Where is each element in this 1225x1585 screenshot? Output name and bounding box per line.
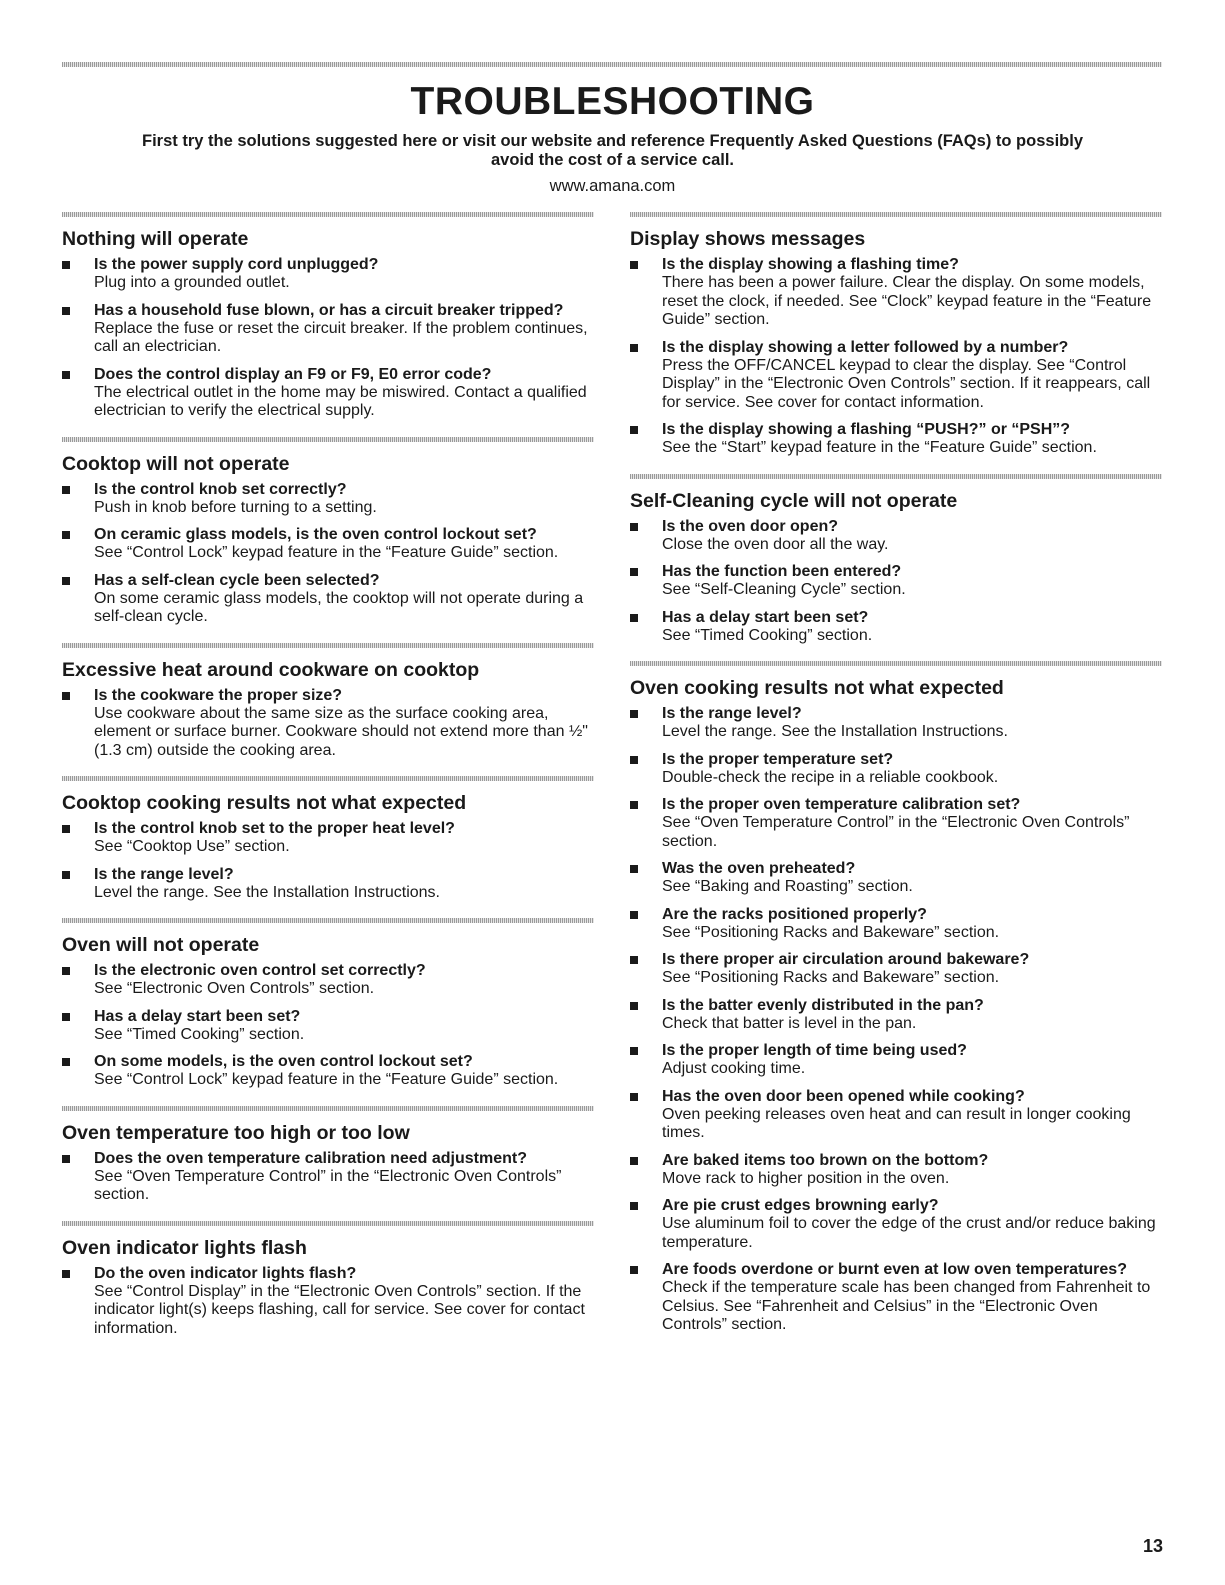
faq-item <box>630 860 1162 897</box>
square-bullet-icon <box>630 523 638 531</box>
faq-question: Is the power supply cord unplugged? <box>94 256 379 273</box>
section-divider <box>62 212 594 217</box>
faq-item <box>630 1152 1162 1189</box>
faq-question: Is the cookware the proper size? <box>94 686 343 704</box>
faq-item <box>630 518 1162 555</box>
faq-item <box>630 256 1162 330</box>
faq-question: Is the display showing a letter followed by a number? <box>662 338 1069 356</box>
section-divider <box>62 437 594 442</box>
faq-question: Is the range level? <box>94 865 234 883</box>
faq-item <box>62 481 594 518</box>
faq-answer: On some ceramic glass models, the cooktop will not operate during a self-clean cycle. <box>94 589 584 625</box>
faq-answer: Adjust cooking time. <box>662 1060 806 1077</box>
square-bullet-icon <box>630 614 638 622</box>
troubleshooting-section <box>630 661 1162 1351</box>
faq-item <box>62 866 594 903</box>
website-link[interactable]: www.amana.com <box>549 177 676 195</box>
square-bullet-icon <box>630 911 638 919</box>
top-divider <box>62 62 1162 67</box>
section-divider <box>630 474 1162 479</box>
faq-answer: See “Positioning Racks and Bakeware” section. <box>662 923 1000 941</box>
square-bullet-icon <box>62 967 70 975</box>
left-column <box>62 212 594 1354</box>
faq-item <box>62 256 594 293</box>
faq-question: Do the oven indicator lights flash? <box>94 1264 357 1282</box>
faq-answer: See “Electronic Oven Controls” section. <box>94 980 375 997</box>
section-title: Oven cooking results not what expected <box>630 677 1004 699</box>
faq-question: Is the proper length of time being used? <box>662 1042 967 1059</box>
section-title: Display shows messages <box>630 228 866 250</box>
square-bullet-icon <box>62 307 70 315</box>
section-title: Cooktop cooking results not what expected <box>62 792 467 814</box>
faq-item <box>630 1042 1162 1079</box>
section-title: Self-Cleaning cycle will not operate <box>630 489 958 512</box>
faq-answer: Oven peeking releases oven heat and can result in longer cooking times. <box>662 1105 1131 1141</box>
faq-question: Has the function been entered? <box>662 563 902 580</box>
section-divider <box>62 1106 594 1111</box>
square-bullet-icon <box>62 871 70 879</box>
faq-item <box>62 962 594 999</box>
faq-question: Is the display showing a flashing “PUSH?” or “PSH”? <box>662 421 1071 438</box>
faq-question: Are baked items too brown on the bottom? <box>662 1151 989 1169</box>
faq-question: Has a delay start been set? <box>662 608 869 626</box>
square-bullet-icon <box>630 568 638 576</box>
faq-item <box>630 997 1162 1034</box>
faq-item <box>62 366 594 421</box>
square-bullet-icon <box>630 1047 638 1055</box>
faq-answer: See “Control Lock” keypad feature in the “Feature Guide” section. <box>94 544 559 561</box>
faq-question: Was the oven preheated? <box>662 860 856 877</box>
faq-item <box>630 609 1162 646</box>
section-title: Oven temperature too high or too low <box>62 1121 410 1144</box>
section-divider <box>62 643 594 648</box>
faq-answer: Level the range. See the Installation Instructions. <box>94 883 440 901</box>
faq-answer: See the “Start” keypad feature in the “Feature Guide” section. <box>662 439 1097 456</box>
faq-answer: Double-check the recipe in a reliable cookbook. <box>662 768 999 786</box>
faq-answer: See “Oven Temperature Control” in the “Electronic Oven Controls” section. <box>94 1167 562 1203</box>
faq-answer: Plug into a grounded outlet. <box>94 274 290 291</box>
troubleshooting-section <box>62 1221 594 1355</box>
square-bullet-icon <box>62 531 70 539</box>
troubleshooting-section <box>62 776 594 918</box>
faq-item <box>62 1053 594 1090</box>
square-bullet-icon <box>62 486 70 494</box>
square-bullet-icon <box>630 710 638 718</box>
faq-question: On ceramic glass models, is the oven control lockout set? <box>94 526 537 543</box>
square-bullet-icon <box>630 801 638 809</box>
square-bullet-icon <box>630 1202 638 1210</box>
faq-answer: See “Control Display” in the “Electronic Oven Controls” section. If the indicator light(s) keeps flashing, call for service. See cover for contact information. <box>94 1282 585 1337</box>
faq-question: Are pie crust edges browning early? <box>662 1197 939 1214</box>
square-bullet-icon <box>62 1013 70 1021</box>
faq-item <box>630 421 1162 458</box>
faq-item <box>62 572 594 627</box>
faq-item <box>630 1088 1162 1143</box>
faq-question: Is the electronic oven control set correctly? <box>94 962 426 979</box>
square-bullet-icon <box>62 692 70 700</box>
faq-answer: The electrical outlet in the home may be miswired. Contact a qualified electrician to verify the electrical supply. <box>94 383 587 419</box>
square-bullet-icon <box>630 956 638 964</box>
faq-question: Has the oven door been opened while cooking? <box>662 1087 1025 1105</box>
square-bullet-icon <box>630 1266 638 1274</box>
faq-answer: See “Cooktop Use” section. <box>94 838 290 855</box>
faq-item <box>630 951 1162 988</box>
section-divider <box>62 776 594 781</box>
section-divider <box>630 661 1162 666</box>
troubleshooting-section <box>630 212 1162 474</box>
troubleshooting-section <box>62 643 594 777</box>
square-bullet-icon <box>62 1270 70 1278</box>
section-title: Excessive heat around cookware on cooktop <box>62 658 480 681</box>
faq-item <box>630 339 1162 413</box>
square-bullet-icon <box>630 865 638 873</box>
faq-question: Has a self-clean cycle been selected? <box>94 571 380 589</box>
troubleshooting-section <box>630 474 1162 662</box>
section-title: Cooktop will not operate <box>62 452 290 475</box>
faq-answer: Check that batter is level in the pan. <box>662 1014 917 1032</box>
faq-question: Is the oven door open? <box>662 517 839 535</box>
square-bullet-icon <box>62 577 70 585</box>
troubleshooting-section <box>62 212 594 437</box>
square-bullet-icon <box>62 371 70 379</box>
faq-item <box>630 1261 1162 1335</box>
faq-answer: Level the range. See the Installation Instructions. <box>662 723 1008 740</box>
faq-question: Is there proper air circulation around bakeware? <box>662 951 1030 968</box>
section-title: Nothing will operate <box>62 228 249 250</box>
faq-item <box>630 796 1162 851</box>
square-bullet-icon <box>630 344 638 352</box>
faq-question: Has a household fuse blown, or has a circuit breaker tripped? <box>94 301 564 319</box>
faq-answer: Push in knob before turning to a setting. <box>94 498 377 516</box>
square-bullet-icon <box>630 1002 638 1010</box>
faq-answer: Move rack to higher position in the oven. <box>662 1169 950 1187</box>
faq-answer: There has been a power failure. Clear the display. On some models, reset the clock, if needed. See “Clock” keypad feature in the “Feature Guide” section. <box>662 274 1152 328</box>
faq-question: Is the batter evenly distributed in the pan? <box>662 996 984 1014</box>
faq-question: Is the proper oven temperature calibration set? <box>662 796 1021 813</box>
square-bullet-icon <box>62 825 70 833</box>
faq-item <box>62 1150 594 1205</box>
faq-question: Does the control display an F9 or F9, E0 error code? <box>94 365 492 383</box>
square-bullet-icon <box>62 261 70 269</box>
faq-answer: Use cookware about the same size as the surface cooking area, element or surface burner. Cookware should not extend more than ½" (1.3 cm) outside the cooking area. <box>94 704 588 759</box>
faq-item <box>630 1197 1162 1252</box>
square-bullet-icon <box>630 756 638 764</box>
faq-answer: Check if the temperature scale has been changed from Fahrenheit to Celsius. See “Fahrenheit and Celsius” in the “Electronic Oven Controls” section. <box>662 1279 1151 1333</box>
faq-answer: See “Timed Cooking” section. <box>662 626 873 644</box>
faq-item <box>62 1008 594 1045</box>
faq-item <box>62 1265 594 1339</box>
faq-item <box>630 906 1162 943</box>
faq-item <box>630 563 1162 600</box>
faq-answer: See “Self-Cleaning Cycle” section. <box>662 581 906 598</box>
faq-answer: See “Baking and Roasting” section. <box>662 878 913 895</box>
faq-question: Are foods overdone or burnt even at low oven temperatures? <box>662 1261 1127 1278</box>
faq-question: Has a delay start been set? <box>94 1007 301 1025</box>
page-subtitle: First try the solutions suggested here or visit our website and reference Frequently Asked Questions (FAQs) to possibly avoid the cost of a service call. <box>141 132 1083 169</box>
square-bullet-icon <box>62 1155 70 1163</box>
faq-item <box>630 751 1162 788</box>
faq-question: On some models, is the oven control lockout set? <box>94 1053 473 1070</box>
page-title: TROUBLESHOOTING <box>410 80 815 123</box>
section-divider <box>62 1221 594 1226</box>
square-bullet-icon <box>62 1058 70 1066</box>
page-number: 13 <box>1142 1536 1163 1556</box>
faq-question: Is the display showing a flashing time? <box>662 256 959 273</box>
faq-question: Does the oven temperature calibration need adjustment? <box>94 1149 527 1167</box>
faq-question: Are the racks positioned properly? <box>662 905 927 923</box>
faq-answer: Use aluminum foil to cover the edge of the crust and/or reduce baking temperature. <box>662 1215 1156 1251</box>
faq-answer: Replace the fuse or reset the circuit breaker. If the problem continues, call an electrician. <box>94 319 588 355</box>
faq-answer: Close the oven door all the way. <box>662 535 889 553</box>
troubleshooting-section <box>62 918 594 1106</box>
faq-item <box>62 687 594 761</box>
square-bullet-icon <box>630 1093 638 1101</box>
faq-answer: See “Control Lock” keypad feature in the “Feature Guide” section. <box>94 1071 559 1088</box>
troubleshooting-section <box>62 1106 594 1221</box>
section-title: Oven will not operate <box>62 934 260 956</box>
faq-question: Is the proper temperature set? <box>662 750 894 768</box>
section-divider <box>630 212 1162 217</box>
right-column <box>630 212 1162 1351</box>
faq-question: Is the range level? <box>662 705 802 722</box>
square-bullet-icon <box>630 261 638 269</box>
section-title: Oven indicator lights flash <box>62 1236 307 1259</box>
faq-question: Is the control knob set correctly? <box>94 480 347 498</box>
square-bullet-icon <box>630 1157 638 1165</box>
faq-item <box>630 705 1162 742</box>
square-bullet-icon <box>630 426 638 434</box>
faq-answer: See “Positioning Racks and Bakeware” section. <box>662 969 1000 986</box>
faq-item <box>62 302 594 357</box>
faq-question: Is the control knob set to the proper heat level? <box>94 820 455 837</box>
faq-answer: See “Oven Temperature Control” in the “Electronic Oven Controls” section. <box>662 814 1130 850</box>
faq-answer: See “Timed Cooking” section. <box>94 1025 305 1043</box>
troubleshooting-section <box>62 437 594 643</box>
faq-item <box>62 526 594 563</box>
section-divider <box>62 918 594 923</box>
faq-answer: Press the OFF/CANCEL keypad to clear the display. See “Control Display” in the “Electronic Oven Controls” section. If it reappears, call for service. See cover for contact information. <box>662 356 1151 411</box>
faq-item <box>62 820 594 857</box>
